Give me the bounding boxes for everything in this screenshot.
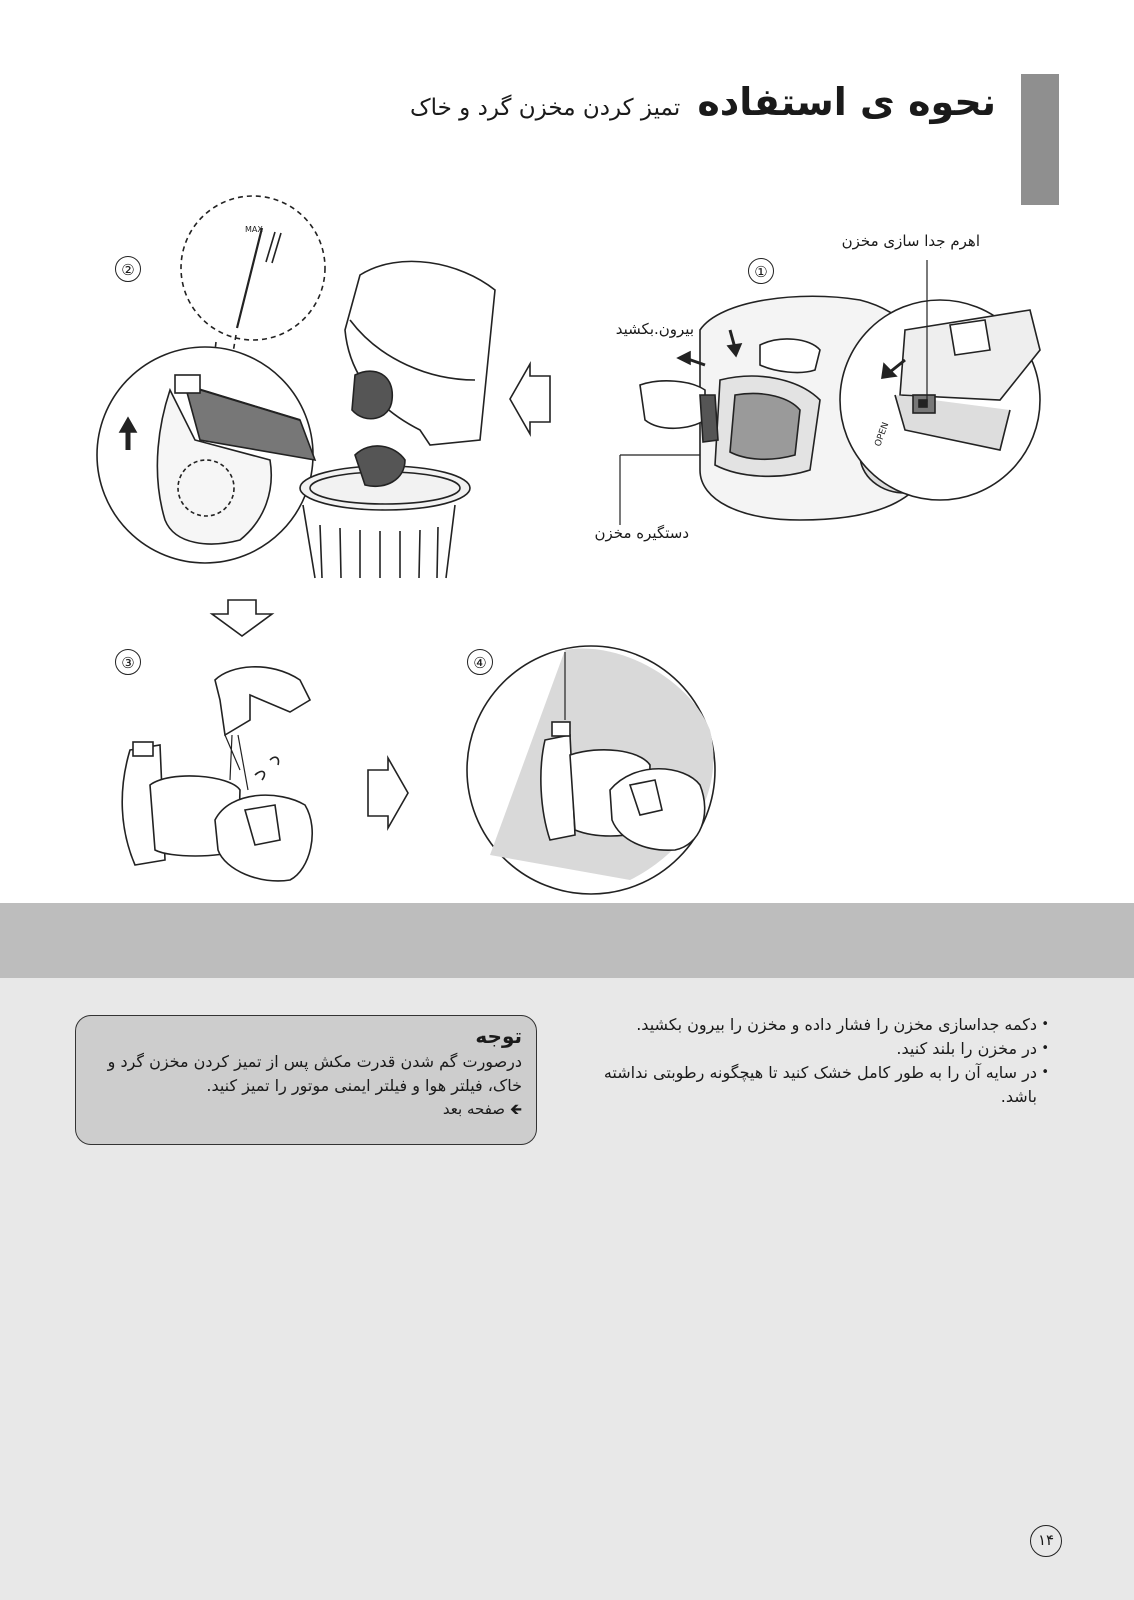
drying-illustration xyxy=(467,646,715,894)
step-2-marker: ② xyxy=(115,256,141,282)
divider-band xyxy=(0,903,1134,978)
trash-can xyxy=(300,261,495,578)
note-box xyxy=(75,1015,537,1145)
max-mark: MAX xyxy=(245,225,263,234)
instruction-list xyxy=(579,1013,1049,1109)
page-number: ۱۴ xyxy=(1030,1525,1062,1557)
step-3-marker: ③ xyxy=(115,649,141,675)
bin-zoom-circle xyxy=(97,347,315,563)
note-title: توجه xyxy=(475,1024,522,1048)
note-text: درصورت گم شدن قدرت مکش پس از تمیز کردن مخزن گرد و خاک، فیلتر هوا و فیلتر ایمنی موتور را تمیز کنید. xyxy=(107,1052,522,1095)
step-4-marker: ④ xyxy=(467,649,493,675)
next-page-label: صفحه بعد xyxy=(442,1100,506,1118)
bin-handle-label: دستگیره مخزن xyxy=(594,524,689,542)
lever-zoom-circle xyxy=(840,300,1040,500)
instruction-item: • در مخزن را بلند کنید. xyxy=(579,1037,1049,1061)
instruction-item: • دکمه جداسازی مخزن را فشار داده و مخزن را بیرون بکشید. xyxy=(579,1013,1049,1037)
release-lever-label: اهرم جدا سازی مخزن xyxy=(841,232,980,250)
arrow-left-icon: 🡸 xyxy=(509,1100,522,1118)
title-main: نحوه ی استفاده xyxy=(697,80,996,124)
washing-illustration xyxy=(122,667,312,881)
step-1-marker: ① xyxy=(748,258,774,284)
instruction-item: • در سایه آن را به طور کامل خشک کنید تا هیچگونه رطوبتی نداشته باشد. xyxy=(579,1061,1049,1109)
title-sub: تمیز کردن مخزن گرد و خاک xyxy=(410,95,681,121)
open-mark: OPEN xyxy=(873,421,892,449)
pull-out-label: بیرون.بکشید xyxy=(615,320,694,338)
next-page-link[interactable] xyxy=(90,1098,522,1120)
